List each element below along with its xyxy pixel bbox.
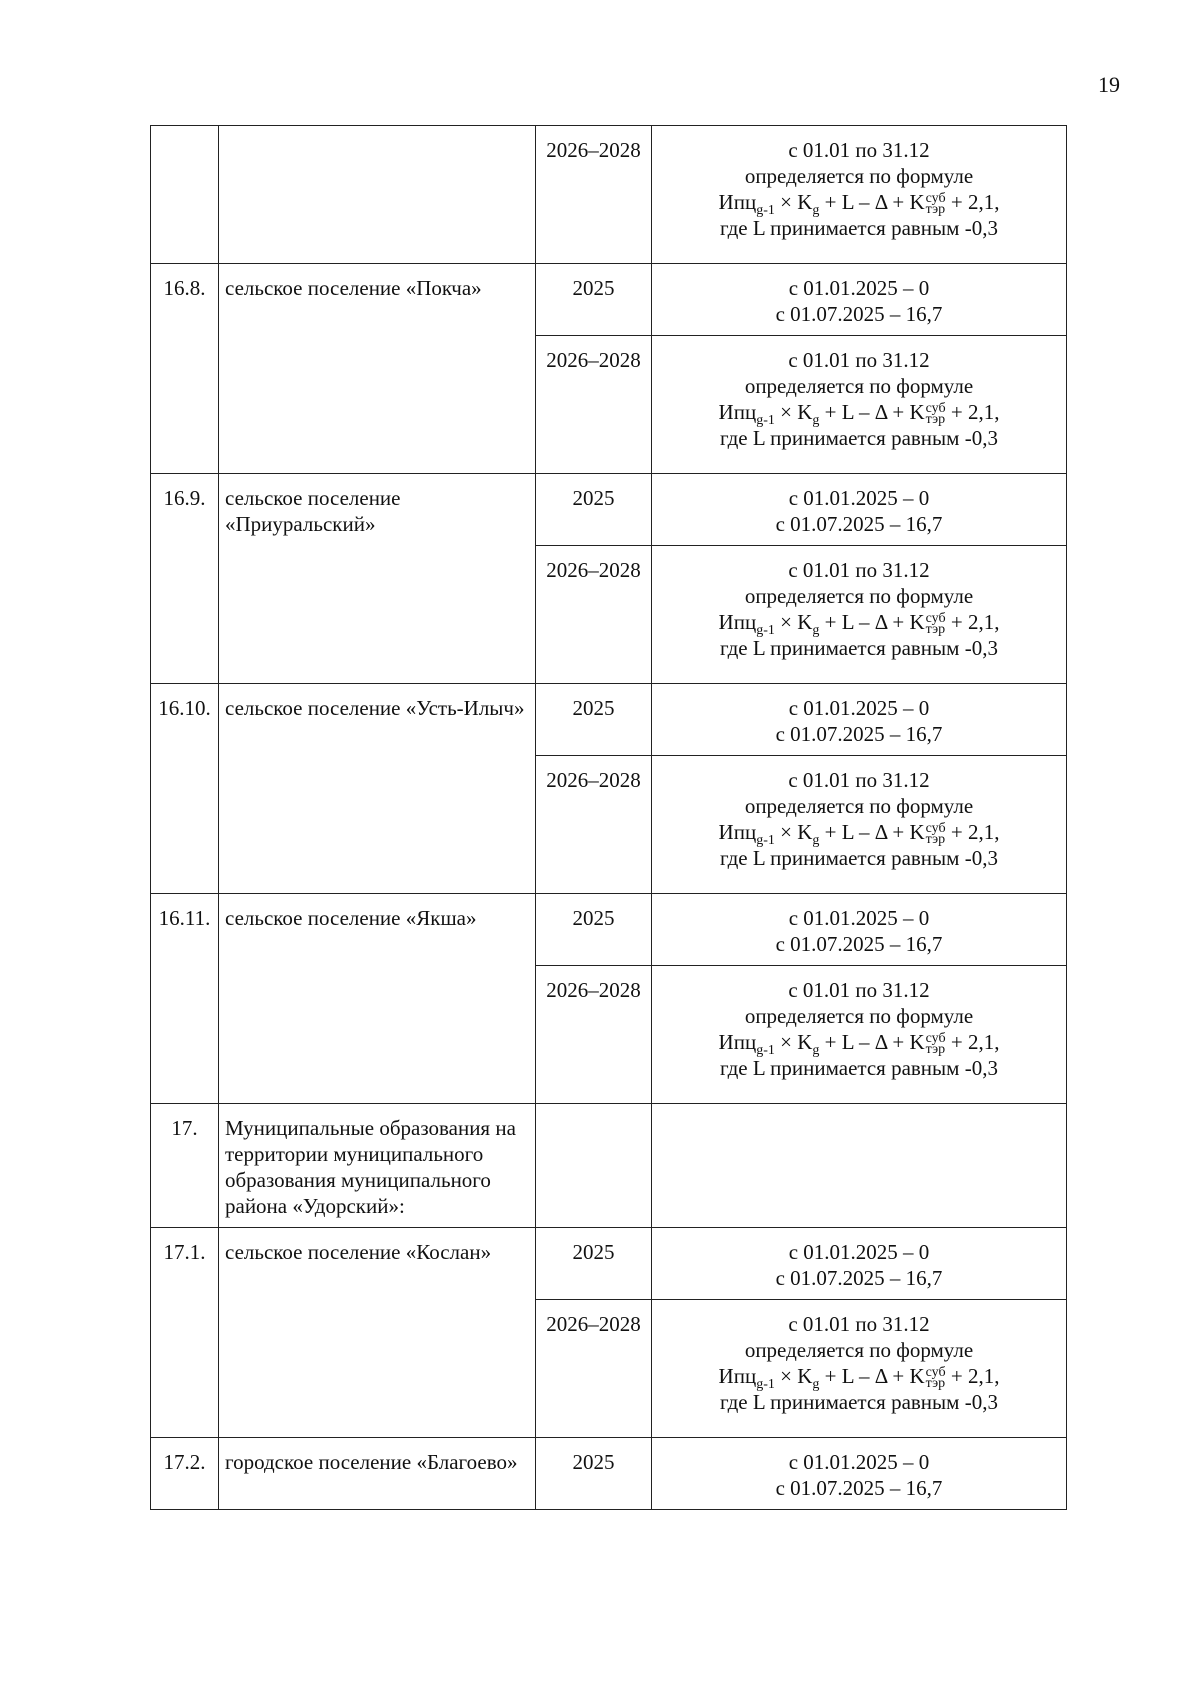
period-year: 2025: [536, 474, 652, 546]
formula-k-sup: суб: [925, 821, 946, 837]
settlement-name: сельское поселение «Покча»: [219, 264, 536, 474]
settlement-name: [219, 126, 536, 264]
formula-k-indices: [925, 611, 946, 638]
formula-ipc-sub: g-1: [756, 1377, 775, 1393]
row-number: 17.1.: [151, 1228, 219, 1438]
rate-line: где L принимается равным -0,3: [720, 846, 998, 871]
formula-kg-sub: g: [812, 1377, 820, 1393]
table-row: [151, 894, 1067, 966]
formula-ipc: Ипц: [718, 820, 757, 844]
formula-k-indices: [925, 401, 946, 428]
row-number: 16.9.: [151, 474, 219, 684]
rate-line: с 01.07.2025 – 16,7: [775, 932, 943, 956]
rate-value: [652, 1228, 1067, 1300]
formula-middle: + L – Δ + K: [819, 1030, 925, 1054]
period-year: 2026–2028: [536, 546, 652, 684]
rate-line: с 01.01 по 31.12: [788, 1312, 930, 1336]
formula: [658, 609, 1060, 639]
settlement-name: сельское поселение «Усть-Илыч»: [219, 684, 536, 894]
formula-ipc-sub: g-1: [756, 623, 775, 639]
formula-kg-sub: g: [812, 623, 820, 639]
formula-ipc: Ипц: [718, 1030, 757, 1054]
row-number: [151, 126, 219, 264]
formula-end: + 2,1,: [945, 820, 1000, 844]
formula-kg: × K: [774, 400, 813, 424]
rate-line: где L принимается равным -0,3: [720, 216, 998, 241]
table-row: [151, 474, 1067, 546]
rate-line: с 01.01.2025 – 0: [788, 486, 930, 510]
formula-kg: × K: [774, 190, 813, 214]
formula-end: + 2,1,: [945, 1030, 1000, 1054]
row-number: 16.11.: [151, 894, 219, 1104]
table-row: [151, 1104, 1067, 1228]
settlement-name: сельское поселение «Приуральский»: [219, 474, 536, 684]
rate-value: [652, 1300, 1067, 1438]
table-row: [151, 1228, 1067, 1300]
rate-line: с 01.01.2025 – 0: [788, 696, 930, 720]
rate-value: [652, 894, 1067, 966]
formula-k-indices: [925, 191, 946, 218]
period-year: 2026–2028: [536, 126, 652, 264]
formula-kg: × K: [774, 820, 813, 844]
period-year: 2026–2028: [536, 1300, 652, 1438]
formula-middle: + L – Δ + K: [819, 1364, 925, 1388]
formula-k-sub: тэр: [925, 622, 946, 638]
rate-line: с 01.07.2025 – 16,7: [775, 302, 943, 326]
row-number: 16.8.: [151, 264, 219, 474]
formula-k-indices: [925, 821, 946, 848]
rate-value: [652, 546, 1067, 684]
formula-ipc-sub: g-1: [756, 413, 775, 429]
rate-line: где L принимается равным -0,3: [720, 426, 998, 451]
formula: [658, 1029, 1060, 1059]
page-number: 19: [1098, 72, 1120, 97]
formula-k-sup: суб: [925, 1365, 946, 1381]
period-year: [536, 1104, 652, 1228]
period-year: 2025: [536, 684, 652, 756]
formula-kg-sub: g: [812, 833, 820, 849]
formula-k-indices: [925, 1365, 946, 1392]
rate-value: [652, 474, 1067, 546]
period-year: 2025: [536, 894, 652, 966]
formula: [658, 1363, 1060, 1393]
rate-line: с 01.01 по 31.12: [788, 558, 930, 582]
period-year: 2025: [536, 1438, 652, 1510]
rate-value: [652, 966, 1067, 1104]
rate-line: с 01.01 по 31.12: [788, 138, 930, 162]
formula-ipc-sub: g-1: [756, 203, 775, 219]
formula-end: + 2,1,: [945, 400, 1000, 424]
formula-middle: + L – Δ + K: [819, 190, 925, 214]
settlement-name: сельское поселение «Кослан»: [219, 1228, 536, 1438]
table-row: [151, 264, 1067, 336]
formula-ipc: Ипц: [718, 1364, 757, 1388]
rate-line: с 01.07.2025 – 16,7: [775, 722, 943, 746]
row-number: 17.2.: [151, 1438, 219, 1510]
rate-line: определяется по формуле: [744, 794, 974, 818]
row-number: 17.: [151, 1104, 219, 1228]
rate-line: где L принимается равным -0,3: [720, 636, 998, 661]
formula-end: + 2,1,: [945, 190, 1000, 214]
formula-k-sub: тэр: [925, 1042, 946, 1058]
formula-ipc-sub: g-1: [756, 1043, 775, 1059]
formula-k-sub: тэр: [925, 832, 946, 848]
rate-line: где L принимается равным -0,3: [720, 1390, 998, 1415]
rate-line: с 01.07.2025 – 16,7: [775, 1266, 943, 1290]
formula-middle: + L – Δ + K: [819, 610, 925, 634]
rate-value: [652, 684, 1067, 756]
rate-line: с 01.07.2025 – 16,7: [775, 1476, 943, 1500]
rate-value: [652, 756, 1067, 894]
settlement-name: Муниципальные образования на территории муниципального образования муниципального района «Удорский»:: [219, 1104, 536, 1228]
formula-ipc: Ипц: [718, 190, 757, 214]
formula-ipc: Ипц: [718, 400, 757, 424]
period-year: 2026–2028: [536, 756, 652, 894]
rate-value: [652, 336, 1067, 474]
formula-kg: × K: [774, 1030, 813, 1054]
formula-k-sub: тэр: [925, 412, 946, 428]
formula-k-sup: суб: [925, 401, 946, 417]
rate-value: [652, 1104, 1067, 1228]
tariff-table: [150, 125, 1067, 1510]
formula-kg-sub: g: [812, 413, 820, 429]
table-row: [151, 1438, 1067, 1510]
formula-k-sup: суб: [925, 611, 946, 627]
tariff-table-body: [151, 126, 1067, 1510]
formula-end: + 2,1,: [945, 610, 1000, 634]
rate-line: с 01.01.2025 – 0: [788, 1450, 930, 1474]
formula-k-sub: тэр: [925, 1376, 946, 1392]
settlement-name: городское поселение «Благоево»: [219, 1438, 536, 1510]
formula: [658, 399, 1060, 429]
formula-end: + 2,1,: [945, 1364, 1000, 1388]
row-number: 16.10.: [151, 684, 219, 894]
rate-line: определяется по формуле: [744, 1338, 974, 1362]
formula: [658, 819, 1060, 849]
formula-k-sub: тэр: [925, 202, 946, 218]
formula-ipc: Ипц: [718, 610, 757, 634]
rate-value: [652, 126, 1067, 264]
rate-line: определяется по формуле: [744, 374, 974, 398]
formula-k-sup: суб: [925, 1031, 946, 1047]
rate-line: определяется по формуле: [744, 584, 974, 608]
rate-line: с 01.01.2025 – 0: [788, 1240, 930, 1264]
period-year: 2026–2028: [536, 966, 652, 1104]
formula-k-sup: суб: [925, 191, 946, 207]
table-row: [151, 126, 1067, 264]
rate-line: определяется по формуле: [744, 1004, 974, 1028]
rate-line: где L принимается равным -0,3: [720, 1056, 998, 1081]
formula-middle: + L – Δ + K: [819, 820, 925, 844]
period-year: 2025: [536, 1228, 652, 1300]
rate-line: с 01.07.2025 – 16,7: [775, 512, 943, 536]
formula-kg: × K: [774, 1364, 813, 1388]
formula: [658, 189, 1060, 219]
settlement-name: сельское поселение «Якша»: [219, 894, 536, 1104]
formula-kg: × K: [774, 610, 813, 634]
rate-line: с 01.01 по 31.12: [788, 978, 930, 1002]
rate-line: с 01.01.2025 – 0: [788, 276, 930, 300]
formula-middle: + L – Δ + K: [819, 400, 925, 424]
rate-line: с 01.01 по 31.12: [788, 348, 930, 372]
period-year: 2026–2028: [536, 336, 652, 474]
period-year: 2025: [536, 264, 652, 336]
rate-line: определяется по формуле: [744, 164, 974, 188]
formula-ipc-sub: g-1: [756, 833, 775, 849]
rate-line: с 01.01.2025 – 0: [788, 906, 930, 930]
formula-kg-sub: g: [812, 203, 820, 219]
table-row: [151, 684, 1067, 756]
rate-value: [652, 1438, 1067, 1510]
rate-line: с 01.01 по 31.12: [788, 768, 930, 792]
formula-k-indices: [925, 1031, 946, 1058]
formula-kg-sub: g: [812, 1043, 820, 1059]
rate-value: [652, 264, 1067, 336]
